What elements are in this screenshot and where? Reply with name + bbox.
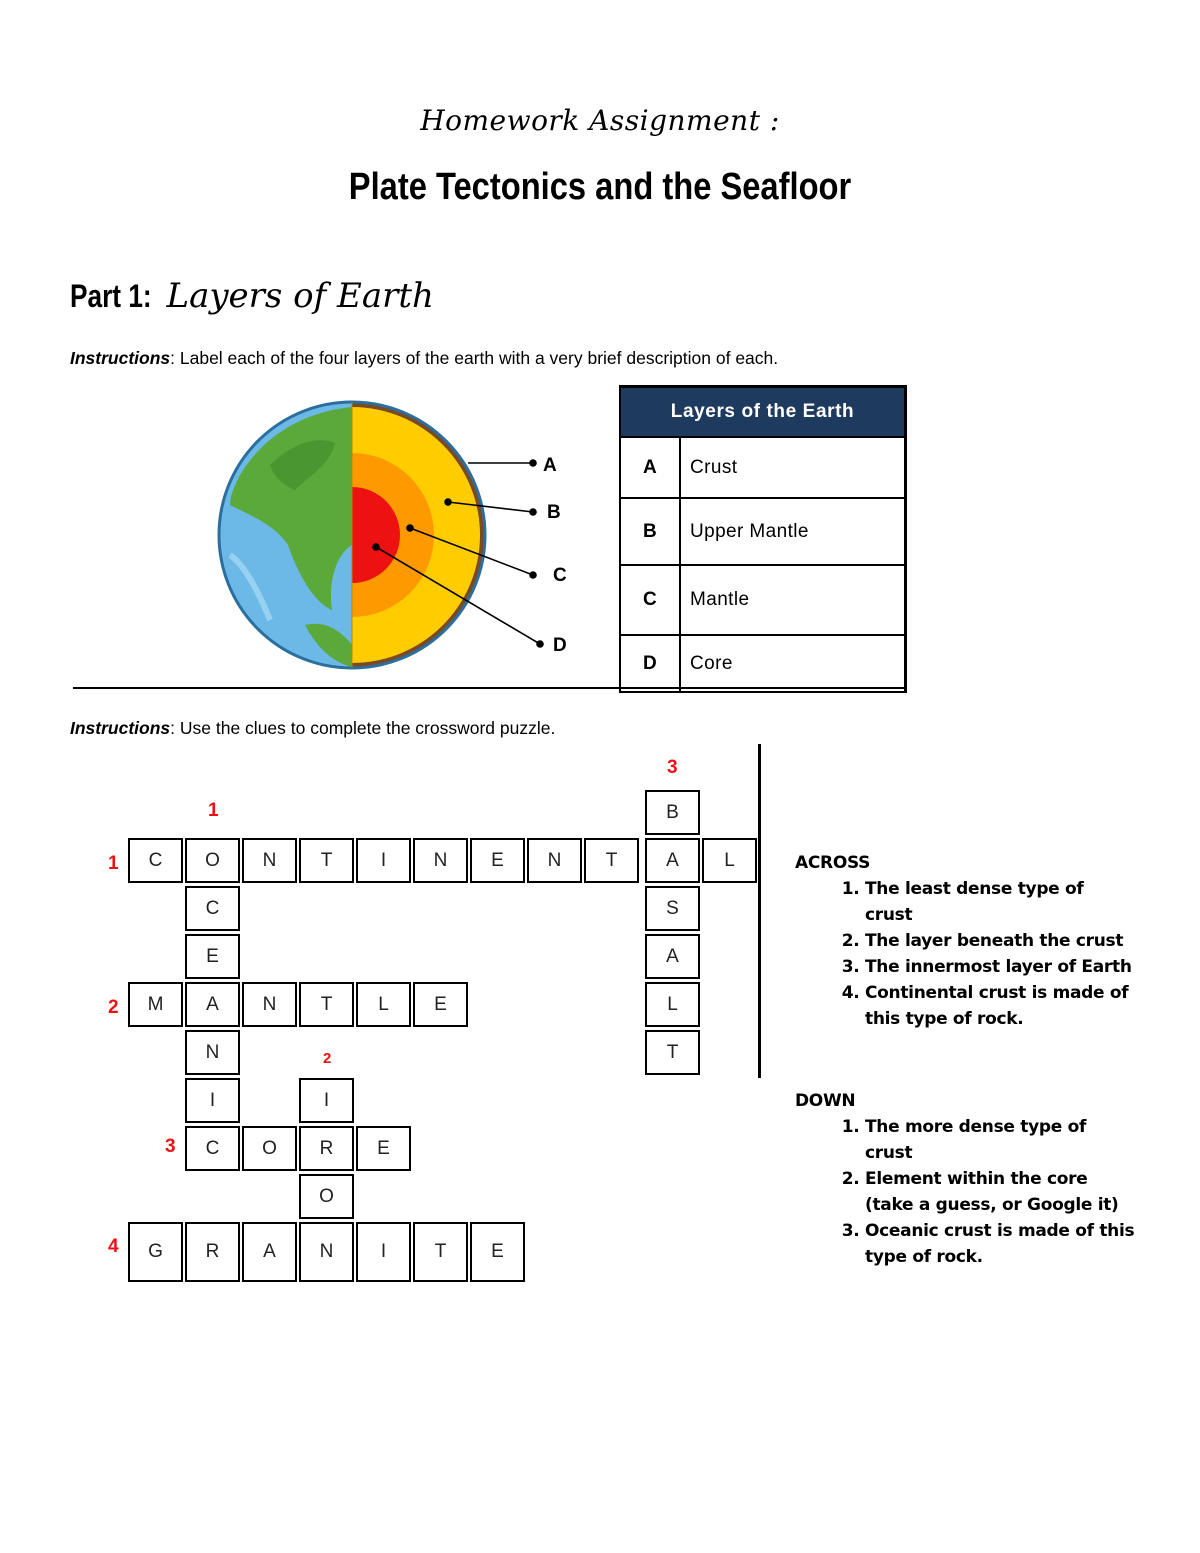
part1-heading bbox=[70, 276, 434, 316]
layer-key: A bbox=[620, 437, 680, 498]
clue-across: 2. The layer beneath the crust bbox=[865, 928, 1135, 954]
clue-down: 2. Element within the core (take a guess, or Google it) bbox=[865, 1166, 1135, 1218]
clue-down: 3. Oceanic crust is made of this type of rock. bbox=[865, 1218, 1135, 1270]
crossword-cell[interactable]: N bbox=[413, 838, 468, 883]
clue-number-down-1: 1 bbox=[208, 800, 219, 821]
instructions-text: : Use the clues to complete the crossword puzzle. bbox=[170, 718, 556, 738]
part1-name: Layers of Earth bbox=[166, 276, 434, 316]
crossword-cell[interactable]: C bbox=[185, 1126, 240, 1171]
crossword-cell[interactable]: M bbox=[128, 982, 183, 1027]
diagram-label-a: A bbox=[543, 455, 557, 476]
earth-layers-diagram bbox=[200, 395, 600, 685]
layers-table bbox=[619, 385, 907, 693]
crossword-cell[interactable]: O bbox=[242, 1126, 297, 1171]
crossword-cell[interactable]: T bbox=[584, 838, 639, 883]
layer-value: Core bbox=[680, 635, 906, 692]
part1-prefix: Part 1: bbox=[70, 278, 152, 314]
crossword-cell[interactable]: G bbox=[128, 1222, 183, 1282]
crossword-cell[interactable]: E bbox=[470, 1222, 525, 1282]
layer-key: C bbox=[620, 565, 680, 635]
crossword-cell[interactable]: B bbox=[645, 790, 700, 835]
crossword-cell[interactable]: N bbox=[242, 982, 297, 1027]
crossword-cell[interactable]: I bbox=[356, 838, 411, 883]
crossword-cell[interactable]: L bbox=[702, 838, 757, 883]
crossword-cell[interactable]: T bbox=[413, 1222, 468, 1282]
layer-value: Crust bbox=[680, 437, 906, 498]
crossword-cell[interactable]: S bbox=[645, 886, 700, 931]
clue-number-across-4: 4 bbox=[108, 1236, 119, 1257]
clue-down: 1. The more dense type of crust bbox=[865, 1114, 1135, 1166]
page-title: Plate Tectonics and the Seafloor bbox=[348, 166, 852, 208]
part1-instructions bbox=[70, 348, 778, 369]
instructions-label: Instructions bbox=[70, 718, 171, 738]
crossword-cell[interactable]: C bbox=[185, 886, 240, 931]
crossword-cell[interactable]: I bbox=[356, 1222, 411, 1282]
crossword-cell[interactable]: A bbox=[185, 982, 240, 1027]
layer-key: D bbox=[620, 635, 680, 692]
crossword-divider bbox=[758, 744, 761, 1078]
clue-number-down-3: 3 bbox=[667, 757, 678, 778]
clue-across: 1. The least dense type of crust bbox=[865, 876, 1135, 928]
clue-across: 3. The innermost layer of Earth bbox=[865, 954, 1135, 980]
table-row bbox=[620, 437, 906, 498]
table-row bbox=[620, 498, 906, 565]
crossword-cell[interactable]: R bbox=[185, 1222, 240, 1282]
crossword-cell[interactable]: A bbox=[645, 934, 700, 979]
layer-value: Upper Mantle bbox=[680, 498, 906, 565]
diagram-label-c: C bbox=[553, 565, 567, 586]
down-heading: DOWN bbox=[795, 1091, 856, 1111]
layer-value: Mantle bbox=[680, 565, 906, 635]
clue-number-across-3: 3 bbox=[165, 1136, 176, 1157]
layer-key: B bbox=[620, 498, 680, 565]
clues-across bbox=[795, 850, 1135, 1032]
crossword-cell[interactable]: L bbox=[645, 982, 700, 1027]
clue-across: 4. Continental crust is made of this type of rock. bbox=[865, 980, 1135, 1032]
crossword-cell[interactable]: N bbox=[299, 1222, 354, 1282]
diagram-label-d: D bbox=[553, 635, 567, 656]
section-divider bbox=[73, 687, 907, 689]
table-row bbox=[620, 565, 906, 635]
crossword-cell[interactable]: T bbox=[299, 838, 354, 883]
instructions-label: Instructions bbox=[70, 348, 171, 368]
crossword-cell[interactable]: N bbox=[242, 838, 297, 883]
crossword-cell[interactable]: R bbox=[299, 1126, 354, 1171]
crossword-cell[interactable]: E bbox=[470, 838, 525, 883]
crossword-cell[interactable]: A bbox=[242, 1222, 297, 1282]
assignment-kicker: Homework Assignment : bbox=[420, 104, 780, 137]
crossword-cell[interactable]: T bbox=[299, 982, 354, 1027]
clue-number-across-2: 2 bbox=[108, 997, 119, 1018]
crossword-instructions bbox=[70, 718, 555, 739]
diagram-label-b: B bbox=[547, 502, 561, 523]
crossword-cell[interactable]: C bbox=[128, 838, 183, 883]
table-row bbox=[620, 635, 906, 692]
layers-table-header: Layers of the Earth bbox=[620, 387, 906, 438]
crossword-cell[interactable]: E bbox=[413, 982, 468, 1027]
crossword-cell[interactable]: O bbox=[299, 1174, 354, 1219]
instructions-text: : Label each of the four layers of the earth with a very brief description of each. bbox=[170, 348, 779, 368]
crossword-cell[interactable]: E bbox=[185, 934, 240, 979]
crossword-cell[interactable]: E bbox=[356, 1126, 411, 1171]
crossword-cell[interactable]: L bbox=[356, 982, 411, 1027]
clue-number-down-2: 2 bbox=[323, 1050, 332, 1067]
crossword-cell[interactable]: A bbox=[645, 838, 700, 883]
crossword-cell[interactable]: I bbox=[185, 1078, 240, 1123]
crossword-cell[interactable]: N bbox=[527, 838, 582, 883]
clues-down bbox=[795, 1088, 1135, 1270]
crossword-cell[interactable]: T bbox=[645, 1030, 700, 1075]
clue-number-across-1: 1 bbox=[108, 853, 119, 874]
across-heading: ACROSS bbox=[795, 853, 871, 873]
crossword-cell[interactable]: N bbox=[185, 1030, 240, 1075]
crossword-cell[interactable]: O bbox=[185, 838, 240, 883]
crossword-cell[interactable]: I bbox=[299, 1078, 354, 1123]
